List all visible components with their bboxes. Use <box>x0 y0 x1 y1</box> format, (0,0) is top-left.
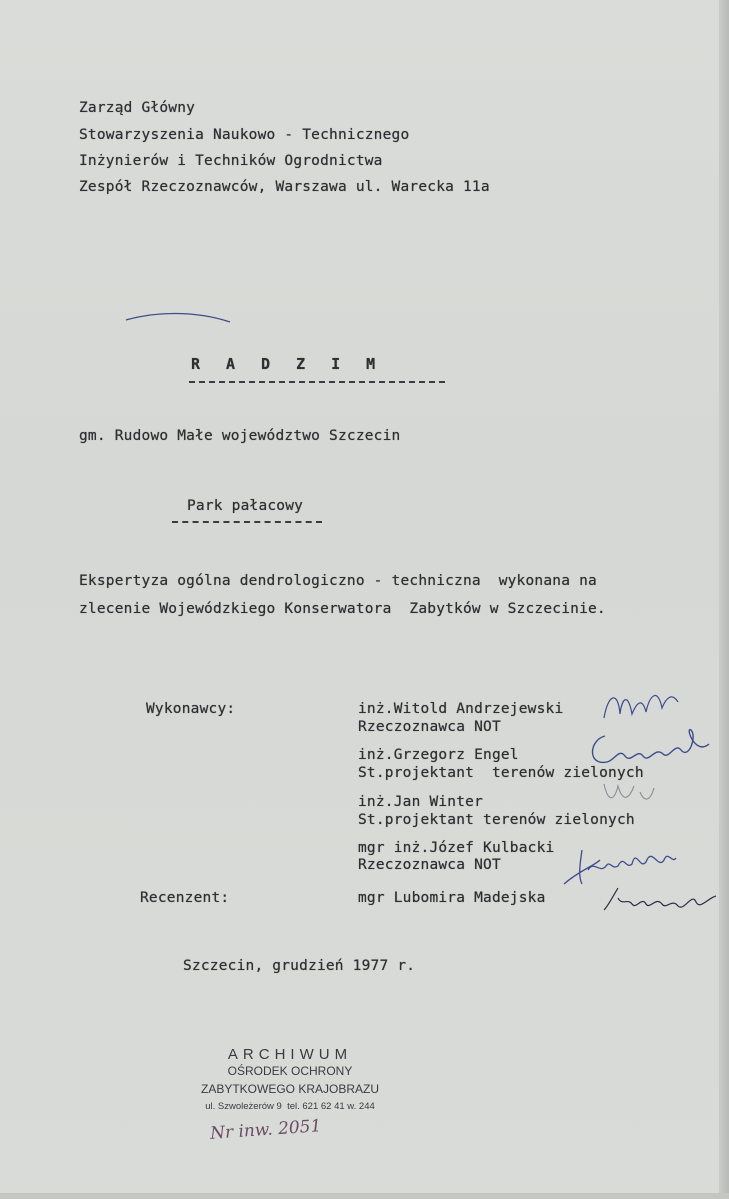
contractor-2-role: St.projektant terenów zielonych <box>358 765 644 781</box>
subject-title: Park pałacowy <box>187 498 304 514</box>
header-line-4: Zespół Rzeczoznawców, Warszawa ul. Warecka 11a <box>79 179 490 195</box>
contractor-4-role: Rzeczoznawca NOT <box>358 857 501 873</box>
subject-underline <box>172 521 322 523</box>
stamp-line-2: OŚRODEK OCHRONY <box>227 1064 353 1078</box>
contractor-4-name: mgr inż.Józef Kulbacki <box>358 840 555 856</box>
stamp-line-3: ZABYTKOWEGO KRAJOBRAZU <box>200 1082 380 1096</box>
pen-stroke-mark <box>124 308 234 328</box>
contractor-1-role: Rzeczoznawca NOT <box>358 719 501 735</box>
header-line-1: Zarząd Główny <box>79 100 196 116</box>
contractor-3-name: inż.Jan Winter <box>358 794 484 810</box>
signature-andrzejewski <box>598 684 682 728</box>
location-line: gm. Rudowo Małe województwo Szczecin <box>79 428 401 444</box>
reviewer-label: Recenzent: <box>140 890 230 906</box>
title-underline <box>189 381 445 383</box>
header-line-3: Inżynierów i Techników Ogrodnictwa <box>79 153 383 169</box>
description-line-2: zlecenie Wojewódzkiego Konserwatora Zabytków w Szczecinie. <box>79 601 606 617</box>
reviewer-name: mgr Lubomira Madejska <box>358 890 546 906</box>
description-line-1: Ekspertyza ogólna dendrologiczno - techniczna wykonana na <box>79 573 597 589</box>
page-edge-bottom <box>0 1193 729 1199</box>
contractor-2-name: inż.Grzegorz Engel <box>358 747 519 763</box>
signature-madejska <box>600 884 720 916</box>
document-title: RADZIM <box>191 355 402 373</box>
contractor-3-role: St.projektant terenów zielonych <box>358 812 635 828</box>
contractors-label: Wykonawcy: <box>146 701 236 717</box>
stamp-line-1: ARCHIWUM <box>227 1046 353 1063</box>
signature-engel <box>585 726 715 778</box>
header-line-2: Stowarzyszenia Naukowo - Technicznego <box>79 127 410 143</box>
handwritten-inventory-number: Nr inw. 2051 <box>209 1116 322 1144</box>
signature-winter <box>600 780 660 806</box>
stamp-line-4: ul. Szwoleżerów 9 tel. 621 62 41 w. 244 <box>205 1101 375 1112</box>
contractor-1-name: inż.Witold Andrzejewski <box>358 701 564 717</box>
place-date: Szczecin, grudzień 1977 r. <box>183 958 416 974</box>
page-edge <box>719 0 729 1199</box>
